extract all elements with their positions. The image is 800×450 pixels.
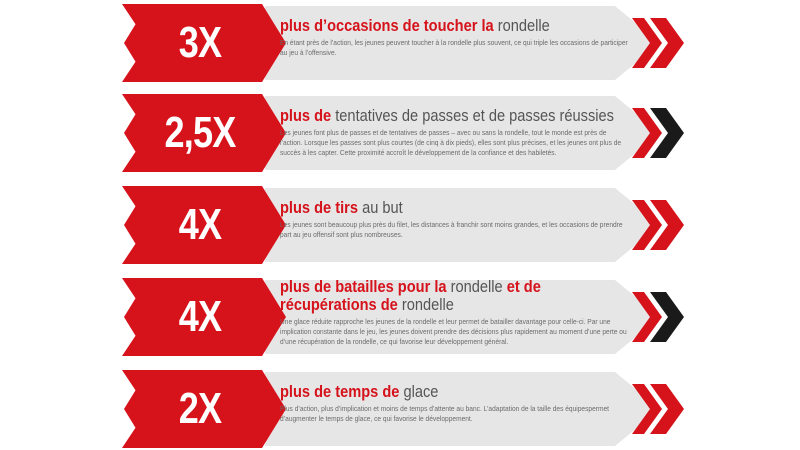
stat-headline xyxy=(280,278,633,296)
stat-headline xyxy=(280,383,633,401)
headline-segment: rondelle xyxy=(401,295,454,314)
headline-segment: plus de xyxy=(280,106,336,125)
headline-segment: et de xyxy=(506,277,541,296)
stat-content xyxy=(280,199,630,240)
headline-segment: plus de tirs xyxy=(280,198,363,217)
multiplier-value: 3X xyxy=(178,18,222,67)
stat-content xyxy=(280,278,630,347)
stat-content xyxy=(280,107,630,158)
headline-segment: glace xyxy=(403,382,439,401)
stat-description: Les jeunes font plus de passes et de tentatives de passes – avec ou sans la rondelle, tout le monde est près de l’action. Lorsque les passes sont plus courtes (de cinq à dix pieds), elles sont plus précises, et les jeunes ont plus de succès à les capter. Cette proximité accroît le développement de la confiance et des habiletés. xyxy=(280,128,622,157)
stat-headline xyxy=(280,17,633,35)
stat-row xyxy=(0,368,800,446)
stat-content xyxy=(280,383,630,424)
headline-segment: plus d’occasions de toucher la xyxy=(280,16,498,35)
stat-headline xyxy=(280,107,633,125)
headline-segment: tentatives de passes et de passes réussies xyxy=(335,106,615,125)
multiplier-value: 4X xyxy=(178,200,222,249)
headline-segment: récupérations de xyxy=(280,295,402,314)
stat-description: Plus d’action, plus d’implication et moins de temps d’attente au banc. L’adaptation de la taille des équipespermet d’augmenter le temps de glace, ce qui favorise le développement. xyxy=(280,404,610,423)
stat-description: Une glace réduite rapproche les jeunes de la rondelle et leur permet de batailler davantage pour celle-ci. Par une implication constante dans le jeu, les jeunes doivent prendre des décisions plus rapidement au moment d’une perte ou d’une récupération de la rondelle, ce qui favorise leur développement général. xyxy=(280,317,627,346)
stat-row xyxy=(0,184,800,262)
headline-segment: plus de temps de xyxy=(280,382,404,401)
stat-headline xyxy=(280,199,633,217)
headline-segment: au but xyxy=(362,198,403,217)
headline-segment: rondelle xyxy=(450,277,507,296)
multiplier-value: 4X xyxy=(178,292,222,341)
stat-row xyxy=(0,92,800,170)
multiplier-value: 2X xyxy=(178,384,222,433)
stat-content xyxy=(280,17,630,58)
stat-row xyxy=(0,2,800,80)
stat-description: Les jeunes sont beaucoup plus près du filet, les distances à franchir sont moins grandes, et les occasions de prendre part au jeu offensif sont plus nombreuses. xyxy=(280,220,623,239)
multiplier-value: 2,5X xyxy=(164,108,236,157)
headline-segment: plus de batailles pour la xyxy=(280,277,451,296)
stat-row xyxy=(0,276,800,354)
stat-description: En étant près de l’action, les jeunes peuvent toucher à la rondelle plus souvent, ce qui triple les occasions de participer au jeu à l’offensive. xyxy=(280,38,628,57)
stat-headline xyxy=(280,296,633,314)
headline-segment: rondelle xyxy=(497,16,550,35)
